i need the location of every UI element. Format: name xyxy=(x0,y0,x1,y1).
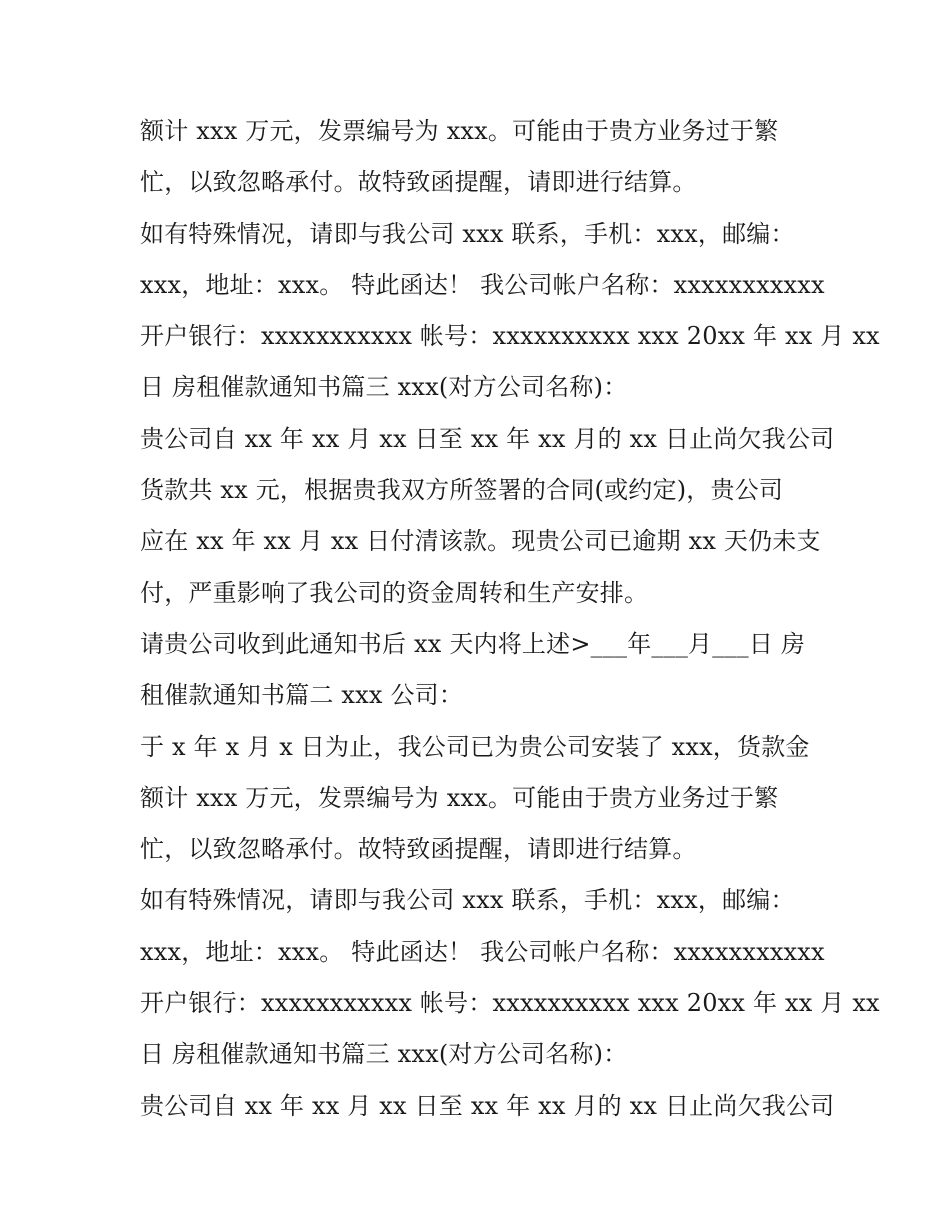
text-line: 于 x 年 x 月 x 日为止，我公司已为贵公司安装了 xxx，货款金 xyxy=(140,732,810,761)
text-line: 忙，以致忽略承付。故特致函提醒，请即进行结算。 xyxy=(140,835,697,864)
text-line: 贵公司自 xx 年 xx 月 xx 日至 xx 年 xx 月的 xx 日止尚欠我公司 xyxy=(140,1091,835,1120)
text-line: 请贵公司收到此通知书后 xx 天内将上述>___年___月___日 房 xyxy=(140,629,806,658)
text-line: xxx，地址：xxx。 特此函达！ 我公司帐户名称：xxxxxxxxxxx xyxy=(140,937,825,966)
text-line: 应在 xx 年 xx 月 xx 日付清该款。现贵公司已逾期 xx 天仍未支 xyxy=(140,527,821,556)
text-line: 开户银行：xxxxxxxxxxx 帐号：xxxxxxxxxx xxx 20xx 年 xx 月 xx xyxy=(140,989,880,1018)
text-line: 如有特殊情况，请即与我公司 xxx 联系，手机：xxx，邮编： xyxy=(140,886,795,915)
text-line: 付，严重影响了我公司的资金周转和生产安排。 xyxy=(140,578,649,607)
text-line: xxx，地址：xxx。 特此函达！ 我公司帐户名称：xxxxxxxxxxx xyxy=(140,270,825,299)
text-line: 日 房租催款通知书篇三 xxx(对方公司名称)： xyxy=(140,1040,628,1069)
text-line: 开户银行：xxxxxxxxxxx 帐号：xxxxxxxxxx xxx 20xx 年 xx 月 xx xyxy=(140,322,880,351)
text-line: 贵公司自 xx 年 xx 月 xx 日至 xx 年 xx 月的 xx 日止尚欠我公司 xyxy=(140,424,835,453)
text-line: 租催款通知书篇二 xxx 公司： xyxy=(140,681,464,710)
text-line: 货款共 xx 元，根据贵我双方所签署的合同(或约定)，贵公司 xyxy=(140,476,784,505)
document-body xyxy=(140,106,880,1132)
text-line: 额计 xxx 万元，发票编号为 xxx。可能由于贵方业务过于繁 xyxy=(140,783,779,812)
text-line: 如有特殊情况，请即与我公司 xxx 联系，手机：xxx，邮编： xyxy=(140,219,795,248)
text-line: 忙，以致忽略承付。故特致函提醒，请即进行结算。 xyxy=(140,168,697,197)
text-line: 日 房租催款通知书篇三 xxx(对方公司名称)： xyxy=(140,373,628,402)
text-line: 额计 xxx 万元，发票编号为 xxx。可能由于贵方业务过于繁 xyxy=(140,117,779,145)
